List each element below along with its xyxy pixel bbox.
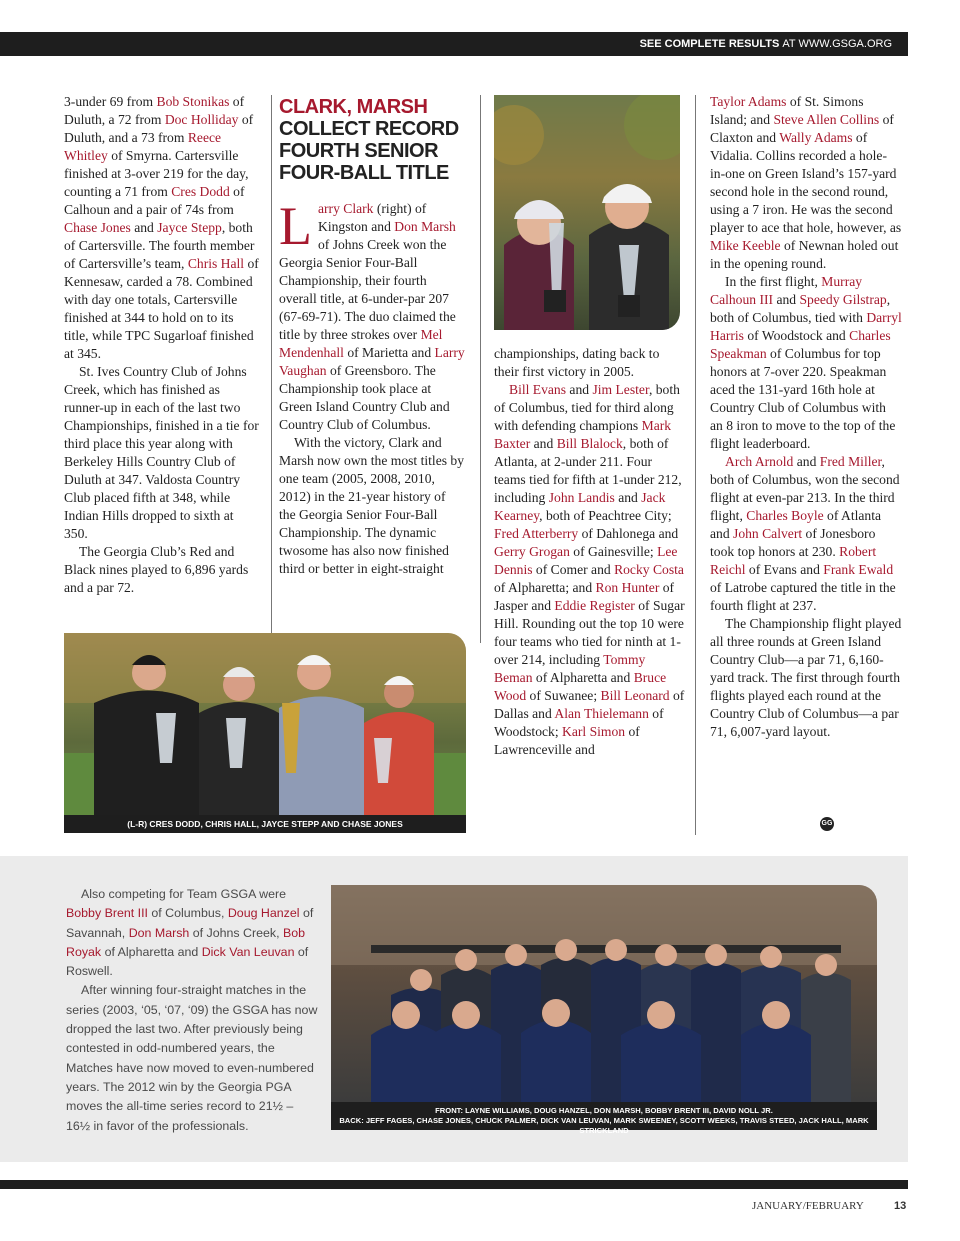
column-divider xyxy=(271,95,272,643)
person-name: Fred Atterberry xyxy=(494,526,579,541)
text-run: of Latrobe captured the title in the fourth flight at 237. xyxy=(710,580,896,613)
text-run: The Georgia Club’s Red and Black nines played to 6,896 yards and a par 72. xyxy=(64,544,249,595)
article-column-3 xyxy=(494,345,686,759)
text-run: of Comer and xyxy=(532,562,615,577)
drop-cap: L xyxy=(279,196,312,256)
text-run: of Greensboro. The Championship took place at Green Island Country Club and Country Club of Columbus. xyxy=(279,363,450,432)
team-four-caption: (L-R) CRES DODD, CHRIS HALL, JAYCE STEPP AND CHASE JONES xyxy=(64,815,466,833)
person-name: Jim Lester xyxy=(592,382,649,397)
text-run: championships, dating back to their first victory in 2005. xyxy=(494,346,660,379)
headline-line-1: CLARK, MARSH xyxy=(279,96,428,118)
person-name: Mike Keeble xyxy=(710,238,781,253)
paragraph xyxy=(279,434,465,578)
paragraph xyxy=(66,885,318,981)
person-name: John Landis xyxy=(548,490,615,505)
results-url: AT WWW.GSGA.ORG xyxy=(782,38,892,50)
matches-sidebar xyxy=(66,885,318,1136)
person-name: Wally Adams xyxy=(779,130,853,145)
team-four-photo xyxy=(64,633,466,815)
text-run: In the first flight, xyxy=(725,274,822,289)
person-name: Murray Calhoun III xyxy=(710,274,863,307)
paragraph xyxy=(494,381,686,759)
person-name: Karl Simon xyxy=(562,724,626,739)
text-run: of Johns Creek, xyxy=(189,925,283,940)
person-name: Fred Miller xyxy=(819,454,882,469)
text-run: of Duluth, and a 73 from xyxy=(64,112,254,145)
text-run: of Marietta and xyxy=(343,345,435,360)
text-run: of Sugar Hill. Rounding out the top 10 were four teams who tied for ninth at 1-over 214, including xyxy=(494,598,685,667)
issue-label: JANUARY/FEBRUARY xyxy=(752,1200,864,1212)
person-name: Dick Van Leuvan xyxy=(201,944,295,959)
text-run: of Claxton and xyxy=(710,112,894,145)
person-name: Robert Reichl xyxy=(710,544,877,577)
text-run: of Woodstock; xyxy=(494,706,664,739)
text-run: of Lawrenceville and xyxy=(494,724,640,757)
text-run: of Roswell. xyxy=(66,944,309,979)
text-run: After winning four-straight matches in the series (2003, ‘05, ‘07, ‘09) the GSGA has now dropped the last two. After previously being contested in odd-numbered years, the Matches have now moved to even-numbered years. The 2012 win by the Georgia PGA moves the all-time series record to 21½ – 16½ in favor of the professionals. xyxy=(66,983,318,1133)
paragraph xyxy=(494,345,686,381)
person-name: Bill Blalock xyxy=(556,436,623,451)
person-name: Taylor Adams xyxy=(710,94,787,109)
end-mark-icon: GG xyxy=(820,817,834,831)
text-run: 3-under 69 from xyxy=(64,94,157,109)
text-run: , both of Columbus, won the second flight at even-par 213. In the third flight, xyxy=(710,454,900,523)
text-run: of Savannah, xyxy=(66,906,314,940)
text-run: and xyxy=(530,436,557,451)
person-name: Charles Speakman xyxy=(710,328,891,361)
person-name: Ron Hunter xyxy=(595,580,660,595)
person-name: Cres Dodd xyxy=(171,184,230,199)
person-name: Charles Boyle xyxy=(746,508,824,523)
person-name: Bill Evans xyxy=(509,382,567,397)
person-name: Mel Mendenhall xyxy=(279,327,443,360)
text-run: , both of Columbus, tied for third along with defending champions xyxy=(494,382,680,433)
headline-line-2: COLLECT RECORD xyxy=(279,118,459,140)
person-name: Bob Royak xyxy=(66,925,306,959)
person-name: Bruce Wood xyxy=(494,670,667,703)
text-run: of Alpharetta; and xyxy=(494,580,596,595)
text-run: and xyxy=(566,382,593,397)
person-name: Doc Holliday xyxy=(164,112,239,127)
text-run: and xyxy=(793,454,820,469)
column-4-body xyxy=(710,93,902,741)
person-name: Reece Whitley xyxy=(64,130,222,163)
text-run: of Jonesboro took top honors at 230. xyxy=(710,526,876,559)
person-name: Don Marsh xyxy=(394,219,456,234)
team-gsga-caption xyxy=(331,1102,877,1135)
paragraph xyxy=(710,615,902,741)
person-name: Don Marsh xyxy=(128,925,190,940)
text-run: of Alpharetta and xyxy=(532,670,634,685)
person-name: Eddie Register xyxy=(554,598,635,613)
text-run: , both of Peachtree City; xyxy=(539,508,672,523)
trophy-photo xyxy=(494,95,680,330)
person-name: Chris Hall xyxy=(187,256,245,271)
text-run: of Calhoun and a pair of 74s from xyxy=(64,184,245,217)
text-run: of Newnan holed out in the opening round. xyxy=(710,238,899,271)
person-name: Alan Thielemann xyxy=(554,706,649,721)
text-run: of Atlanta and xyxy=(710,508,882,541)
text-run: of Dallas and xyxy=(494,688,685,721)
text-run: The Championship flight played all three rounds at Green Island Country Club—a par 71, 6,160-yard track. The first through fourth flights played each round at the Country Club of Columbus—a par 71, 6,007-yard layout. xyxy=(710,616,902,739)
text-run: of Columbus for top honors at 7-over 220. Speakman aced the 131-yard 16th hole at Country Club of Columbus with an 8 iron to move to the top of the flight leaderboard. xyxy=(710,346,896,451)
paragraph xyxy=(710,273,902,453)
text-run: Also competing for Team GSGA were xyxy=(81,887,286,901)
paragraph xyxy=(710,453,902,615)
person-name: Doug Hanzel xyxy=(227,906,300,921)
person-name: Bob Stonikas xyxy=(156,94,230,109)
paragraph xyxy=(710,93,902,273)
person-name: Lee Dennis xyxy=(494,544,678,577)
person-name: Darryl Harris xyxy=(710,310,902,343)
person-name: Gerry Grogan xyxy=(494,544,570,559)
person-name: Jayce Stepp xyxy=(157,220,222,235)
headline-line-3: FOURTH SENIOR xyxy=(279,140,439,162)
text-run: of Duluth, a 72 from xyxy=(64,94,245,127)
text-run: and xyxy=(130,220,158,235)
text-run: of Jasper and xyxy=(494,580,675,613)
person-name: Bill Leonard xyxy=(600,688,670,703)
person-name: Jack Kearney xyxy=(494,490,666,523)
text-run: and xyxy=(773,292,800,307)
text-run: With the victory, Clark and Marsh now own the most titles by one team (2005, 2008, 2010, 2012) in the 21-year history of the Georgia Senior Four-Ball Championship. The dynamic twosome has also now finished third or better in eight-straight xyxy=(279,435,465,576)
text-run: (right) of Kingston and xyxy=(318,201,427,234)
caption-front-row: FRONT: LAYNE WILLIAMS, DOUG HANZEL, DON MARSH, BOBBY BRENT III, DAVID NOLL JR. xyxy=(435,1106,773,1115)
paragraph xyxy=(64,93,260,363)
text-run: , both of Atlanta, at 2-under 211. Four teams tied for fifth at 1-under 212, including xyxy=(494,436,682,505)
paragraph xyxy=(66,981,318,1135)
person-name: Mark Baxter xyxy=(494,418,672,451)
article-headline xyxy=(279,96,469,184)
text-run: of Gainesville; xyxy=(569,544,658,559)
text-run: , both of Columbus, tied with xyxy=(710,292,891,325)
paragraph xyxy=(64,363,260,543)
text-run: of Smyrna. Cartersville finished at 3-over 219 for the day, counting a 71 from xyxy=(64,148,249,199)
text-run: of Alpharetta and xyxy=(101,944,202,959)
person-name: John Calvert xyxy=(733,526,803,541)
page-number: 13 xyxy=(894,1200,907,1212)
team-four-photo-illustration xyxy=(64,633,466,815)
person-name: Frank Ewald xyxy=(823,562,894,577)
trophy-photo-illustration xyxy=(494,95,680,330)
footer-rule xyxy=(0,1180,908,1189)
results-label: SEE COMPLETE RESULTS xyxy=(639,38,780,50)
person-name: Larry Vaughan xyxy=(279,345,465,378)
text-run: of Woodstock and xyxy=(743,328,850,343)
article-column-2 xyxy=(279,196,465,578)
results-banner xyxy=(0,32,908,56)
headline-line-4: FOUR-BALL TITLE xyxy=(279,162,449,184)
text-run: of Dahlonega and xyxy=(578,526,679,541)
team-gsga-photo xyxy=(331,885,877,1102)
text-run: of Columbus, xyxy=(147,906,228,921)
text-run: of Evans and xyxy=(745,562,824,577)
person-name: Arch Arnold xyxy=(725,454,794,469)
text-run: , both of Cartersville. The fourth member of Cartersville’s team, xyxy=(64,220,255,271)
team-gsga-photo-illustration xyxy=(331,885,877,1102)
article-column-4 xyxy=(710,93,902,741)
person-name: Bobby Brent III xyxy=(66,906,148,921)
text-run: of St. Simons Island; and xyxy=(710,94,864,127)
person-name: Rocky Costa xyxy=(614,562,684,577)
text-run: St. Ives Country Club of Johns Creek, which has finished as runner-up in each of the last two Championships, finished in a tie for third place this year along with Berkeley Hills Country Club of Duluth at 347. Valdosta Country Club placed fifth at 348, while Indian Hills dropped to sixth at 350. xyxy=(64,364,259,541)
person-name: Steve Allen Collins xyxy=(773,112,880,127)
person-name: Speedy Gilstrap xyxy=(799,292,887,307)
paragraph xyxy=(64,543,260,597)
text-run: of Suwanee; xyxy=(526,688,601,703)
text-run: and xyxy=(614,490,642,505)
text-run: of Kennesaw, carded a 78. Combined with day one totals, Cartersville finished at 344 to hold on to its title, while TPC Sugarloaf finished at 345. xyxy=(64,256,259,361)
column-divider xyxy=(695,95,696,835)
column-2-body xyxy=(279,196,465,578)
text-run: of Johns Creek won the Georgia Senior Four-Ball Championship, their fourth overall title, at 6-under-par 207 (67-69-71). The duo claimed the title by three strokes over xyxy=(279,237,456,342)
person-name: arry Clark xyxy=(318,201,374,216)
column-divider xyxy=(480,95,481,643)
caption-back-row: BACK: JEFF FAGES, CHASE JONES, CHUCK PALMER, DICK VAN LEUVAN, MARK SWEENEY, SCOTT WEEKS, TRAVIS STEED, JACK HALL, MARK STRICKLAND xyxy=(339,1116,869,1135)
article-column-1 xyxy=(64,93,260,597)
text-run: of Vidalia. Collins recorded a hole-in-one on Green Island’s 157-yard second hole in the second round, using a 7 iron. He was the second player to ace that hole, however, as xyxy=(710,130,902,235)
person-name: Chase Jones xyxy=(64,220,131,235)
person-name: Tommy Beman xyxy=(494,652,646,685)
